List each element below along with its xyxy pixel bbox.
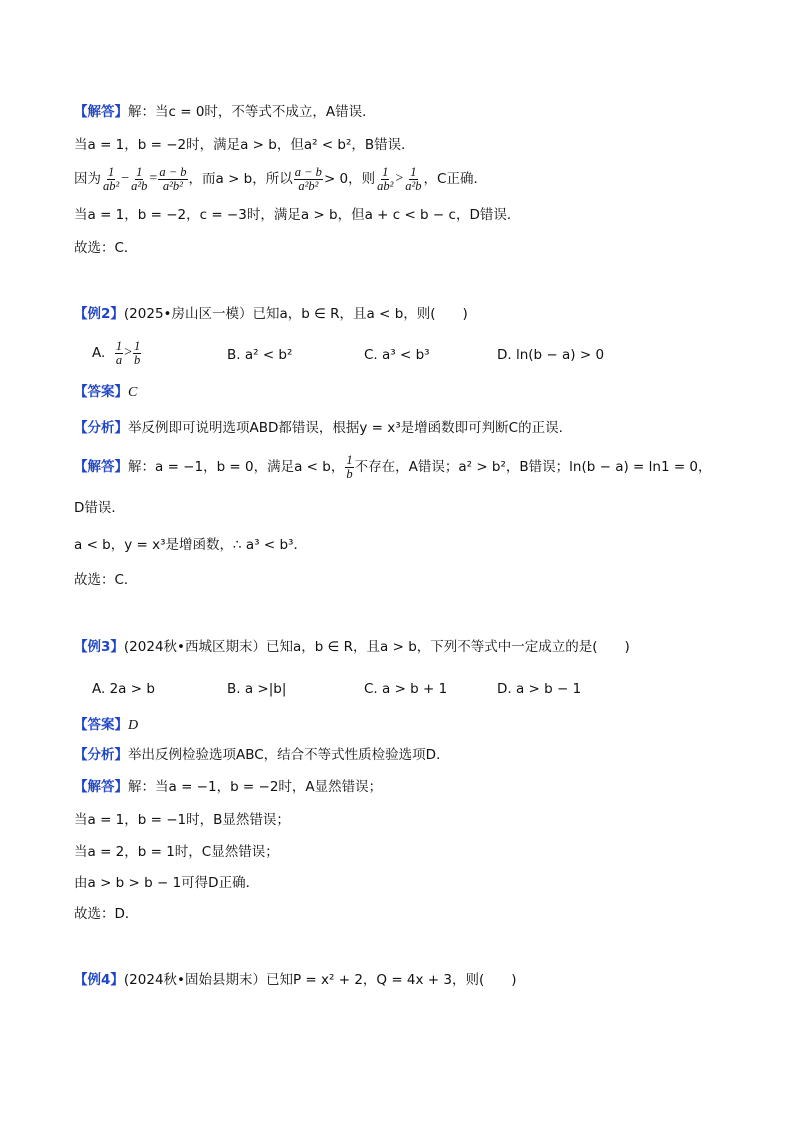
stem-text: (2024秋•西城区期末）已知a，b ∈ R，且a > b，下列不等式中一定成立的是( ) xyxy=(123,639,630,655)
example-label: 【例3】 xyxy=(74,639,124,655)
answer-value: D xyxy=(128,718,139,733)
denominator: b xyxy=(134,352,141,367)
fraction xyxy=(130,166,148,193)
denominator: a²b xyxy=(405,178,422,193)
example-2-stem xyxy=(74,305,468,323)
solution-line xyxy=(74,778,382,796)
text-fragment: 解：a = −1，b = 0，满足a < b， xyxy=(128,459,345,475)
solution-line xyxy=(74,136,415,154)
fraction xyxy=(404,166,422,193)
numerator: 1 xyxy=(410,164,417,179)
denominator: ab² xyxy=(377,178,394,193)
text-fragment: 不存在，A错误；a² > b²，B错误；ln(b − a) = ln1 = 0， xyxy=(354,459,712,475)
solution-line-fractions: 因为 $\frac{1}{\text{ab²}}$ − $\frac{1}{\text{a²b}}$ = $\frac{a - b}{\text{a²b²}}$ ，而a > b，所以 $\frac{a - b}{\text{a²b²}}$ > 0，则 $\frac{1}{\text{ab²}}$ > $\frac{1}{\text{a²b}}$ ，C正确． xyxy=(74,164,487,193)
denominator: a xyxy=(115,352,123,367)
numerator: 1 xyxy=(346,452,353,467)
solution-line xyxy=(74,103,376,121)
answer-line xyxy=(74,383,137,402)
text-fragment: 因为 xyxy=(74,171,101,187)
analysis-text: 举出反例检验选项ABC，结合不等式性质检验选项D． xyxy=(128,747,450,763)
answer-value: C xyxy=(128,385,138,400)
choice-line xyxy=(74,571,137,589)
solution-line xyxy=(74,874,259,892)
denominator: ab² xyxy=(103,178,120,193)
solution-text: a < b，y = x³是增函数，∴ a³ < b³． xyxy=(74,537,307,553)
solution-line xyxy=(74,843,279,861)
solution-text: 由a > b > b − 1可得D正确． xyxy=(74,875,260,891)
example-4-stem xyxy=(74,971,517,989)
solution-text: 当a = 2，b = 1时，C显然错误； xyxy=(74,844,279,860)
choice-text: 故选：C． xyxy=(74,572,138,588)
choice-text: 故选：C． xyxy=(74,240,138,256)
answer-line xyxy=(74,716,138,735)
choice-text: 故选：D． xyxy=(74,906,139,922)
solution-text: D错误． xyxy=(74,500,125,516)
fraction xyxy=(376,166,394,193)
text-fragment: ，而a > b，所以 xyxy=(188,171,293,187)
analysis-line xyxy=(74,419,563,437)
option-d: D. a > b − 1 xyxy=(497,681,582,697)
option-b: B. a² < b² xyxy=(227,347,293,363)
analysis-line xyxy=(74,746,450,764)
solution-text: 当a = 1，b = −1时，B显然错误； xyxy=(74,812,290,828)
analysis-label: 【分析】 xyxy=(74,420,128,436)
option-label: A. xyxy=(92,345,106,361)
numerator: 1 xyxy=(382,164,389,179)
solution-line xyxy=(74,452,712,482)
numerator: 1 xyxy=(108,164,115,179)
numerator: a − b xyxy=(159,164,187,179)
stem-text: (2024秋•固始县期末）已知P = x² + 2，Q = 4x + 3，则( ) xyxy=(123,972,517,988)
solution-text: 解：当a = −1，b = −2时，A显然错误； xyxy=(128,779,383,795)
fraction xyxy=(294,166,323,193)
analysis-text: 举反例即可说明选项ABD都错误，根据y = x³是增函数即可判断C的正误. xyxy=(128,420,563,436)
denominator: a²b² xyxy=(162,178,183,193)
numerator: a − b xyxy=(294,164,322,179)
solution-text: 解：当c = 0时，不等式不成立，A错误． xyxy=(128,104,376,120)
answer-label: 【答案】 xyxy=(74,717,128,733)
denominator: b xyxy=(346,466,353,481)
option-a: A. $\frac{1}{a}$ > $\frac{1}{b}$ xyxy=(92,338,141,367)
text-fragment: > 0，则 xyxy=(323,171,376,187)
option-c: C. a³ < b³ xyxy=(364,347,430,363)
example-label: 【例2】 xyxy=(74,306,124,322)
stem-text: (2025•房山区一模）已知a，b ∈ R，且a < b，则( ) xyxy=(123,306,468,322)
numerator: 1 xyxy=(136,164,143,179)
solution-label: 【解答】 xyxy=(74,779,128,795)
choice-line xyxy=(74,239,137,257)
example-label: 【例4】 xyxy=(74,972,124,988)
fraction xyxy=(102,166,120,193)
example-3-stem xyxy=(74,638,630,656)
fraction xyxy=(115,340,123,367)
denominator: a²b xyxy=(131,178,148,193)
fraction xyxy=(345,454,353,481)
fraction xyxy=(133,340,141,367)
option-a: A. 2a > b xyxy=(92,681,155,697)
numerator: 1 xyxy=(134,338,141,353)
solution-text: 当a = 1，b = −2时，满足a > b，但a² < b²，B错误． xyxy=(74,137,415,153)
text-fragment: ，C正确． xyxy=(423,171,487,187)
solution-line xyxy=(74,206,520,224)
solution-text: 当a = 1，b = −2，c = −3时，满足a > b，但a + c < b − c，D错误． xyxy=(74,207,521,223)
solution-label: 【解答】 xyxy=(74,104,128,120)
option-b: B. a >|b| xyxy=(227,681,287,697)
solution-line xyxy=(74,536,307,554)
answer-label: 【答案】 xyxy=(74,384,128,400)
numerator: 1 xyxy=(115,338,123,353)
solution-label: 【解答】 xyxy=(74,459,128,475)
option-d: D. ln(b − a) > 0 xyxy=(497,347,605,363)
solution-line xyxy=(74,499,125,517)
solution-line xyxy=(74,811,290,829)
choice-line xyxy=(74,905,138,923)
analysis-label: 【分析】 xyxy=(74,747,128,763)
fraction xyxy=(158,166,187,193)
option-c: C. a > b + 1 xyxy=(364,681,448,697)
denominator: a²b² xyxy=(298,178,319,193)
